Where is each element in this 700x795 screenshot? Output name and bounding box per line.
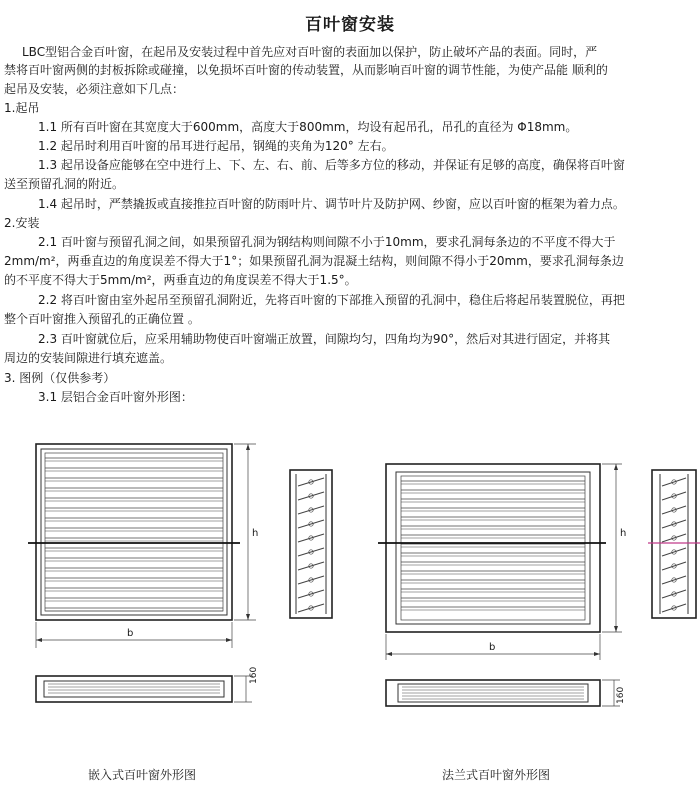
blade-pivot bbox=[672, 550, 676, 554]
section-1-item-3: 1.3 起吊设备应能够在空中进行上、下、左、右、前、后等多方位的移动，并保证有足够的高度，确保将百叶窗 bbox=[38, 158, 625, 172]
blade-pivot bbox=[672, 508, 676, 512]
section-2-item-3: 2.3 百叶窗就位后，应采用辅助物使百叶窗端正放置，间隙均匀，四角均为90°，然后对其进行固定，并将其 bbox=[38, 332, 611, 346]
section-3-subheading: 3.1 层铝合金百叶窗外形图： bbox=[38, 390, 193, 404]
side-blade bbox=[298, 506, 324, 514]
blade-pivot bbox=[672, 592, 676, 596]
intro-line-3: 起吊及安装，必须注意如下几点： bbox=[4, 82, 185, 96]
section-1-item-4: 1.4 起吊时，严禁撬扳或直接推拉百叶窗的防雨叶片、调节叶片及防护网、纱窗，应以百叶窗的框架为着力点。 bbox=[38, 197, 625, 211]
side-blade bbox=[662, 604, 686, 612]
side-blade bbox=[662, 478, 686, 486]
side-blade bbox=[662, 562, 686, 570]
intro-line-1: LBC型铝合金百叶窗，在起吊及安装过程中首先应对百叶窗的表面加以保护，防止破坏产品的表面。同时，严 bbox=[22, 45, 598, 59]
section-1-item-1: 1.1 所有百叶窗在其宽度大于600mm，高度大于800mm，均设有起吊孔，吊孔的直径为 Φ18mm。 bbox=[38, 120, 578, 134]
blade-pivot bbox=[672, 536, 676, 540]
intro-line-2: 禁将百叶窗两侧的封板拆除或碰撞，以免损坏百叶窗的传动装置，从而影响百叶窗的调节性能，为使产品能 顺利的 bbox=[4, 63, 608, 77]
side-blade bbox=[662, 548, 686, 556]
side-blade bbox=[662, 492, 686, 500]
side-blade bbox=[662, 576, 686, 584]
blade-pivot bbox=[309, 564, 313, 568]
page-title: 百叶窗安装 bbox=[305, 15, 395, 35]
side-blade bbox=[298, 492, 324, 500]
blade-pivot bbox=[309, 550, 313, 554]
left-depth-label: 160 bbox=[249, 666, 259, 684]
side-blade bbox=[298, 520, 324, 528]
side-blade bbox=[662, 534, 686, 542]
side-blade bbox=[298, 590, 324, 598]
side-blade bbox=[298, 576, 324, 584]
blade-pivot bbox=[672, 480, 676, 484]
section-2-item-2-cont: 整个百叶窗推入预留孔的正确位置 。 bbox=[4, 312, 200, 326]
side-blade bbox=[662, 506, 686, 514]
blade-pivot bbox=[309, 494, 313, 498]
side-blade bbox=[298, 562, 324, 570]
blade-pivot bbox=[309, 536, 313, 540]
section-2-item-1-cont-a: 2mm/m²，两垂直边的角度误差不得大于1°；如果预留孔洞为混凝土结构，则间隙不得小于20mm，要求孔洞每条边 bbox=[4, 254, 624, 268]
section-2-item-3-cont: 周边的安装间隙进行填充遮盖。 bbox=[4, 351, 173, 365]
blade-pivot bbox=[309, 480, 313, 484]
section-2-item-2: 2.2 将百叶窗由室外起吊至预留孔洞附近，先将百叶窗的下部推入预留的孔洞中，稳住后将起吊装置脱位，再把 bbox=[38, 293, 625, 307]
right-height-label: h bbox=[620, 528, 627, 539]
blade-pivot bbox=[672, 494, 676, 498]
blade-pivot bbox=[672, 606, 676, 610]
left-figure-caption: 嵌入式百叶窗外形图 bbox=[88, 768, 197, 782]
section-1-item-2: 1.2 起吊时利用百叶窗的吊耳进行起吊，钢绳的夹角为120° 左右。 bbox=[38, 139, 394, 153]
side-blade bbox=[298, 478, 324, 486]
blade-pivot bbox=[672, 578, 676, 582]
left-height-label: h bbox=[252, 528, 259, 539]
section-2-heading: 2.安装 bbox=[4, 216, 40, 230]
section-2-item-1-cont-b: 的不平度不得大于5mm/m²，两垂直边的角度误差不得大于1.5°。 bbox=[4, 273, 357, 287]
left-width-label: b bbox=[127, 628, 134, 639]
blade-pivot bbox=[672, 564, 676, 568]
section-1-heading: 1.起吊 bbox=[4, 101, 40, 115]
side-blade bbox=[662, 520, 686, 528]
section-1-item-3-cont: 送至预留孔洞的附近。 bbox=[4, 177, 125, 191]
side-blade bbox=[298, 548, 324, 556]
blade-pivot bbox=[672, 522, 676, 526]
right-width-label: b bbox=[489, 642, 496, 653]
right-depth-label: 160 bbox=[616, 686, 626, 704]
blade-pivot bbox=[309, 606, 313, 610]
section-2-item-1: 2.1 百叶窗与预留孔洞之间，如果预留孔洞为钢结构则间隙不小于10mm，要求孔洞每条边的不平度不得大于 bbox=[38, 235, 616, 249]
blade-pivot bbox=[309, 578, 313, 582]
blade-pivot bbox=[309, 592, 313, 596]
section-3-heading: 3. 图例（仅供参考） bbox=[4, 371, 116, 385]
blade-pivot bbox=[309, 522, 313, 526]
side-blade bbox=[298, 604, 324, 612]
blade-pivot bbox=[309, 508, 313, 512]
side-blade bbox=[298, 534, 324, 542]
right-figure-caption: 法兰式百叶窗外形图 bbox=[442, 768, 551, 782]
side-blade bbox=[662, 590, 686, 598]
